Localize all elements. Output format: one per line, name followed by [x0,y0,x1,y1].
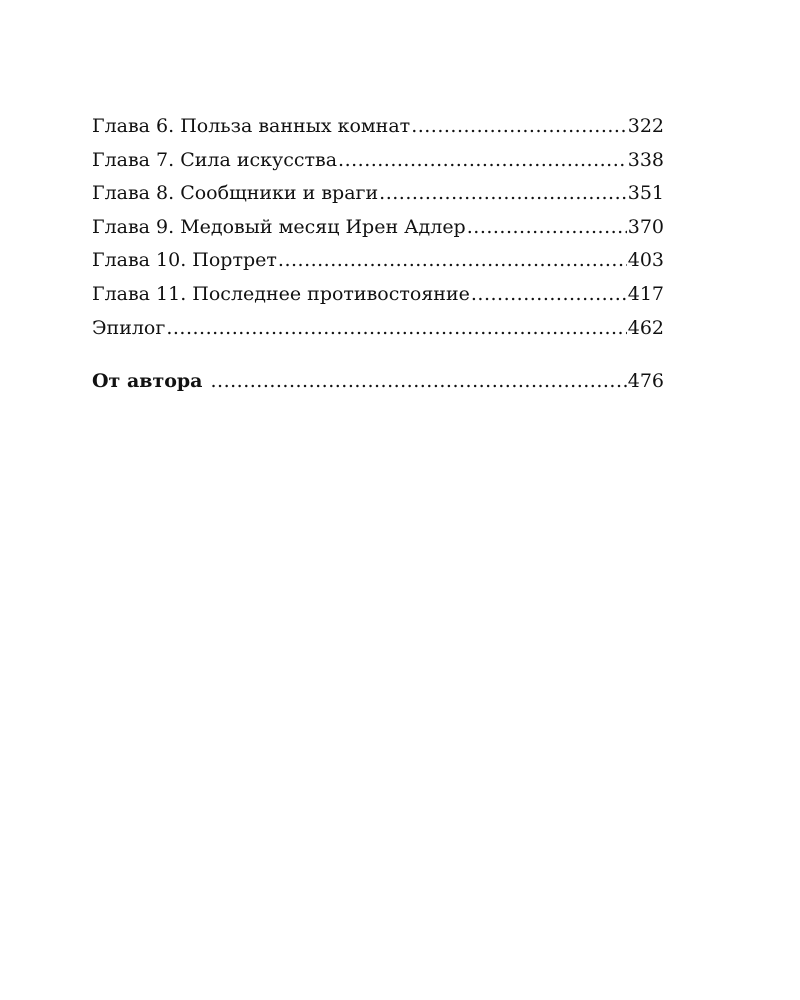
toc-entry-chapter-10 [92,244,664,278]
dot-leader [379,177,627,211]
toc-entry-title: Глава 7. Сила искусства [92,148,338,171]
toc-entry-page: 462 [627,316,664,339]
toc-entry-chapter-11 [92,278,664,312]
dot-leader [278,244,627,278]
toc-entry-title: Глава 9. Медовый месяц Ирен Адлер [92,215,466,238]
toc-entry-page: 338 [627,148,664,171]
toc-entry-title: Эпилог [92,316,166,339]
toc-entry-title: От автора [92,370,203,393]
toc-entry-title: Глава 10. Портрет [92,249,277,272]
toc-entry-chapter-6 [92,110,664,144]
toc-entry-author-note [92,365,664,399]
toc-entry-title: Глава 6. Польза ванных комнат [92,115,411,137]
toc-entry-chapter-8 [92,177,664,211]
dot-leader [467,211,627,245]
toc-entry-title: Глава 11. Последнее противостояние [92,282,470,305]
toc-entry-page: 417 [627,282,664,305]
dot-leader [166,312,626,346]
toc-entry-page: 351 [627,182,664,205]
dot-leader [211,365,627,399]
toc-entry-chapter-7 [92,144,664,178]
toc-entry-page: 370 [627,215,664,238]
dot-leader [471,278,627,312]
toc-entry-page: 403 [627,249,664,272]
toc-entry-page: 476 [627,370,664,393]
dot-leader [411,110,627,144]
dot-leader [338,144,627,178]
toc-entry-epilogue [92,312,664,346]
toc-entry-chapter-9 [92,211,664,245]
toc-entry-page: 322 [627,115,664,137]
table-of-contents [92,110,664,399]
toc-entry-title: Глава 8. Сообщники и враги [92,182,379,205]
